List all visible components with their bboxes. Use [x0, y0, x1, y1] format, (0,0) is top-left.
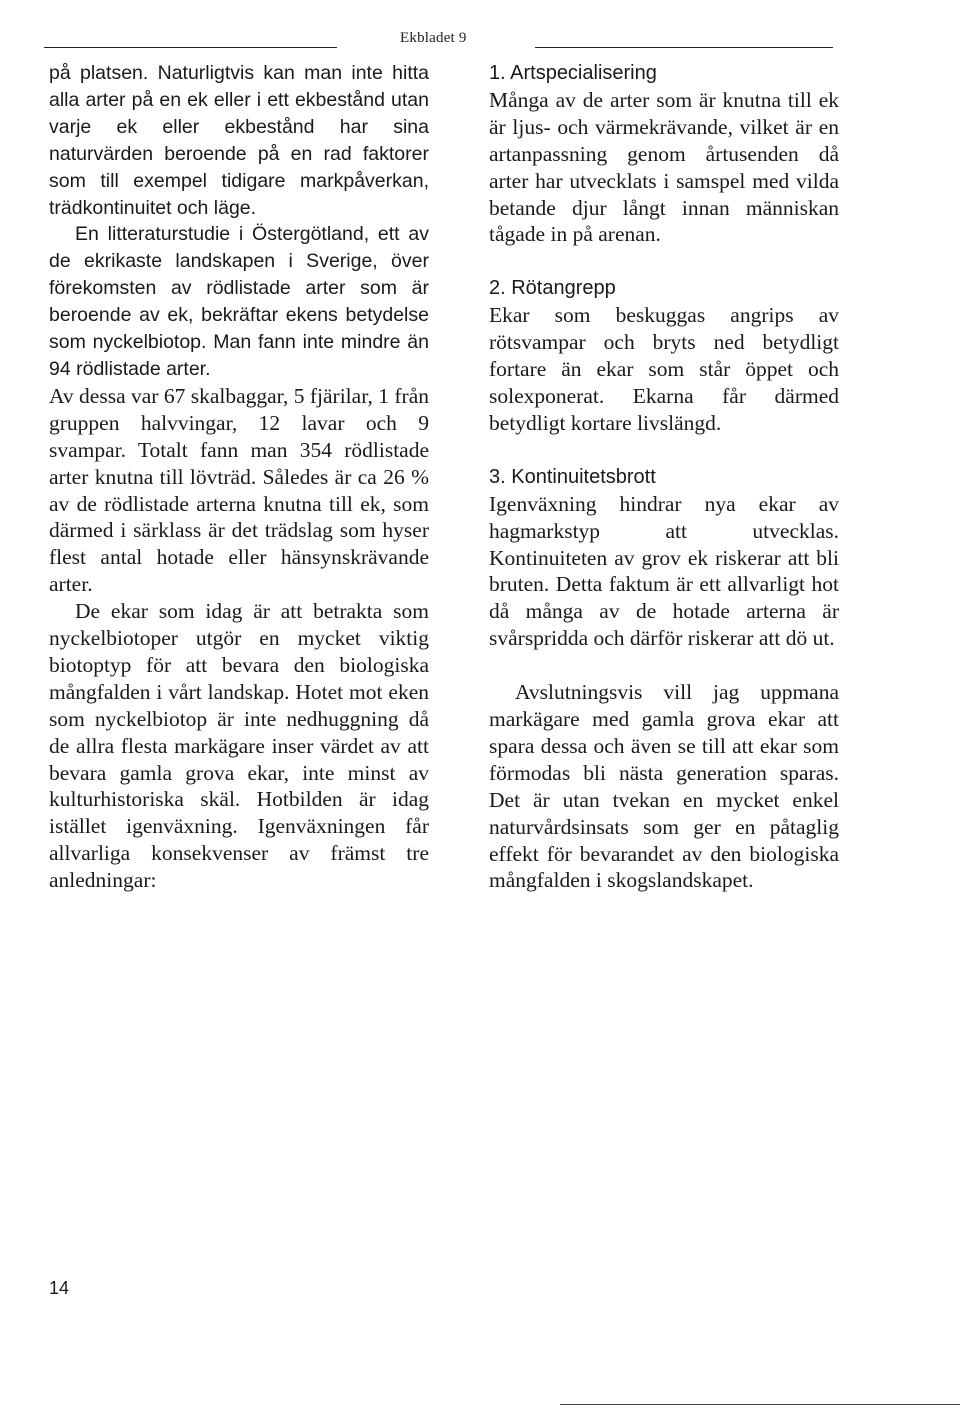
body-paragraph: En litteraturstudie i Östergötland, ett av de ekrikaste landskapen i Sverige, över förekomsten av rödlistade arter som är beroende av ek, bekräftar ekens betydelse som nyckelbiotop. Man fann inte mindre än 94 rödlistade arter. [49, 223, 429, 380]
body-paragraph: på platsen. Naturligtvis kan man inte hitta alla arter på en ek eller i ett ekbestånd utan varje ek eller ekbestånd har sina naturvärden beroende på en rad faktorer som till exempel tidigare markpåverkan, trädkontinuitet och läge. [49, 62, 429, 219]
header-rule-left [44, 47, 337, 48]
left-sans-block [49, 60, 429, 383]
publication-header: Ekbladet 9 [400, 30, 467, 46]
body-paragraph: De ekar som idag är att betrakta som nyckelbiotoper utgör en mycket viktig biotoptyp för att bevara den biologiska mångfalden i vårt landskap. Hotet mot eken som nyckelbiotop är inte nedhuggning då de allra flesta markägare inser värdet av att bevara gamla grova ekar, inte minst av kulturhistoriska skäl. Hotbilden är idag istället igenväxning. Igenväxningen får allvarliga konsekvenser av främst tre anledningar: [49, 599, 429, 893]
right-column [489, 60, 839, 894]
page-number: 14 [49, 1278, 70, 1298]
header-rule-right [535, 47, 833, 48]
section-body: Ekar som beskuggas angrips av rötsvampar och bryts ned betydligt fortare än ekar som står öppet och solexponerat. Ekarna får därmed betydligt kortare livslängd. [489, 303, 839, 435]
section-body: Många av de arter som är knutna till ek är ljus- och värmekrävande, vilket är en artanpassning genom årtusenden då arter har utvecklats i samspel med vilda betande djur långt innan människan tågade in på arenan. [489, 87, 839, 247]
section-artspecialisering [489, 60, 839, 248]
section-heading: 1. Artspecialisering [489, 62, 657, 84]
section-kontinuitetsbrott [489, 464, 839, 652]
section-body: Igenväxning hindrar nya ekar av hagmarkstyp att utvecklas. Kontinuiteten av grov ek riskerar att bli bruten. Detta faktum är ett allvarligt hot då många av de hotade arterna är svårspridda och därför riskerar att dö ut. [489, 491, 839, 651]
left-column [49, 60, 429, 894]
section-heading: 3. Kontinuitetsbrott [489, 465, 656, 488]
closing-paragraph: Avslutningsvis vill jag uppmana markägare med gamla grova ekar att spara dessa och även se till att ekar som förmodas bli nästa generation sparas. Det är utan tvekan en mycket enkel naturvårdsinsats som ger en påtaglig effekt för bevarandet av den biologiska mångfalden i skogslandskapet. [489, 680, 839, 893]
section-rotangrepp [489, 275, 839, 436]
footer-rule [560, 1404, 960, 1405]
body-paragraph: Av dessa var 67 skalbaggar, 5 fjärilar, 1 från gruppen halvvingar, 12 lavar och 9 svampar. Totalt fann man 354 rödlistade arter knutna till lövträd. Således är ca 26 % av de rödlistade arterna knutna till ek, som därmed i särklass är det trädslag som hyser flest antal hotade eller hänsynskrävande arter. [49, 383, 429, 597]
section-heading: 2. Rötangrepp [489, 277, 616, 300]
